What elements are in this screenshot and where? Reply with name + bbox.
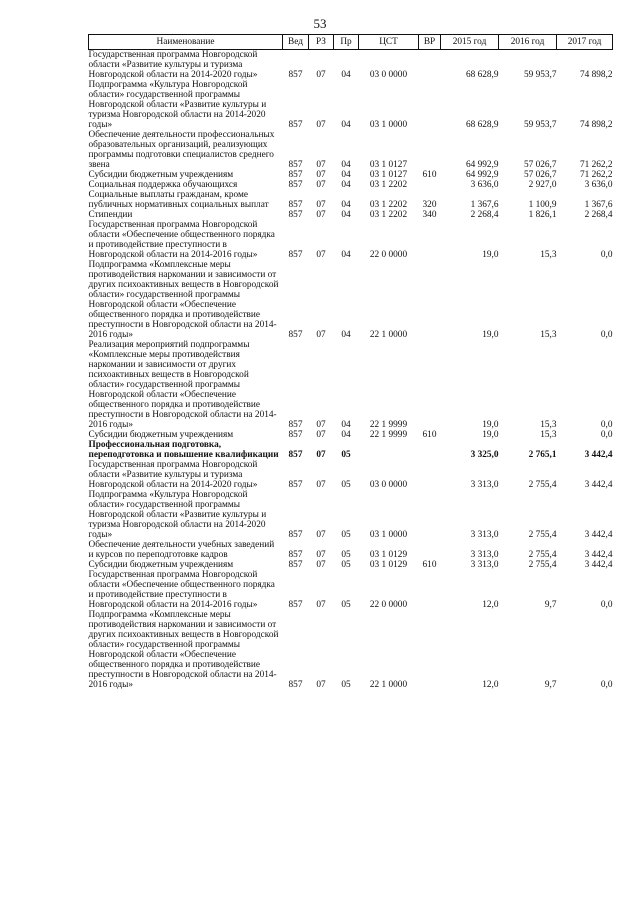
row-pr: 05 [341, 600, 351, 610]
row-pr: 04 [341, 430, 351, 440]
row-value-2016: 2 927,0 [528, 180, 557, 190]
row-pr: 04 [341, 120, 351, 130]
row-cst: 03 1 2202 [369, 210, 408, 220]
row-cst: 22 1 9999 [369, 420, 408, 430]
row-cst: 03 1 0000 [369, 530, 408, 540]
row-cst: 03 1 0129 [369, 550, 408, 560]
header-ved: Вед [283, 35, 309, 50]
table-row [89, 540, 613, 560]
row-value-2017: 2 268,4 [584, 210, 613, 220]
row-name: Подпрограмма «Комплексные меры противодействия наркомании и зависимости от других психоактивных веществ в Новгородской области» государственной программы Новгородской области «Обеспечение общественного порядка и противодействие преступности в Новгородской области на 2014-2016 годы» [88, 610, 279, 690]
row-ved: 857 [288, 250, 303, 260]
table-row [89, 260, 613, 340]
row-ved: 857 [288, 680, 303, 690]
row-value-2016: 59 953,7 [523, 120, 557, 130]
row-rz: 07 [316, 180, 326, 190]
row-cst: 22 1 9999 [369, 430, 408, 440]
header-cst: ЦСТ [359, 35, 419, 50]
row-pr: 05 [341, 450, 351, 460]
header-vr: ВР [419, 35, 441, 50]
row-cst: 22 0 0000 [369, 600, 408, 610]
row-value-2015: 64 992,9 [465, 170, 499, 180]
row-vr [419, 490, 441, 540]
row-value-2015: 12,0 [482, 600, 499, 610]
table-row [89, 490, 613, 540]
row-ved: 857 [288, 450, 303, 460]
row-value-2016: 2 765,1 [528, 450, 557, 460]
row-name: Стипендии [88, 210, 133, 220]
row-value-2015: 3 313,0 [470, 530, 499, 540]
row-value-2017: 0,0 [600, 420, 613, 430]
row-pr: 04 [341, 250, 351, 260]
row-name: Обеспечение деятельности профессиональных образовательных организаций, реализующих программы подготовки специалистов среднего звена [88, 130, 275, 170]
row-value-2016: 2 755,4 [528, 560, 557, 570]
row-value-2015: 68 628,9 [465, 120, 499, 130]
row-ved: 857 [288, 160, 303, 170]
row-value-2015: 12,0 [482, 680, 499, 690]
row-value-2016: 2 755,4 [528, 480, 557, 490]
row-value-2015: 3 313,0 [470, 480, 499, 490]
table-header [89, 35, 613, 50]
row-value-2016: 1 100,9 [528, 200, 557, 210]
row-rz: 07 [316, 430, 326, 440]
header-pr: Пр [334, 35, 359, 50]
row-value-2017: 3 442,4 [584, 480, 613, 490]
row-rz: 07 [316, 200, 326, 210]
row-value-2015: 2 268,4 [470, 210, 499, 220]
row-cst: 03 1 2202 [369, 200, 408, 210]
row-name: Государственная программа Новгородской области «Развитие культуры и туризма Новгородской области на 2014-2020 годы» [88, 50, 258, 80]
row-cst: 03 1 0000 [369, 120, 408, 130]
row-value-2017: 3 442,4 [584, 530, 613, 540]
row-vr: 610 [422, 560, 437, 570]
budget-table [88, 34, 613, 690]
row-pr: 04 [341, 210, 351, 220]
row-value-2015: 64 992,9 [465, 160, 499, 170]
row-value-2015: 19,0 [482, 430, 499, 440]
row-pr: 05 [341, 480, 351, 490]
row-vr [419, 340, 441, 430]
row-rz: 07 [316, 210, 326, 220]
row-value-2016: 1 826,1 [528, 210, 557, 220]
row-value-2015: 19,0 [482, 420, 499, 430]
row-vr: 610 [422, 430, 437, 440]
row-cst [359, 440, 419, 460]
row-vr [419, 570, 441, 610]
row-rz: 07 [316, 680, 326, 690]
row-value-2017: 0,0 [600, 250, 613, 260]
table-body [89, 50, 613, 691]
row-pr: 04 [341, 420, 351, 430]
row-ved: 857 [288, 180, 303, 190]
row-vr [419, 130, 441, 170]
row-value-2015: 19,0 [482, 250, 499, 260]
row-pr: 04 [341, 200, 351, 210]
row-value-2016: 59 953,7 [523, 70, 557, 80]
table-row [89, 130, 613, 170]
row-cst: 03 1 0127 [369, 170, 408, 180]
row-ved: 857 [288, 430, 303, 440]
row-vr [419, 540, 441, 560]
row-vr: 610 [422, 170, 437, 180]
row-name: Подпрограмма «Культура Новгородской области» государственной программы Новгородской области «Развитие культуры и туризма Новгородской области на 2014-2020 годы» [88, 80, 267, 130]
row-value-2015: 3 636,0 [470, 180, 499, 190]
row-name: Государственная программа Новгородской области «Обеспечение общественного порядка и противодействие преступности в Новгородской области на 2014-2016 годы» [88, 570, 275, 610]
row-value-2016: 15,3 [540, 330, 557, 340]
row-value-2017: 71 262,2 [579, 170, 613, 180]
row-value-2017: 3 442,4 [584, 560, 613, 570]
table-row [89, 440, 613, 460]
row-ved: 857 [288, 170, 303, 180]
row-value-2017: 0,0 [600, 430, 613, 440]
table-row [89, 80, 613, 130]
row-value-2017: 3 442,4 [584, 550, 613, 560]
row-name: Реализация мероприятий подпрограммы «Комплексные меры противодействия наркомании и зависимости от других психоактивных веществ в Новгородской области» государственной программы Новгородской области «Обеспечение общественного порядка и противодействие преступности в Новгородской области на 2014-2016 годы» [88, 340, 277, 430]
row-ved: 857 [288, 600, 303, 610]
table-row [89, 560, 613, 570]
row-ved: 857 [288, 70, 303, 80]
row-name: Субсидии бюджетным учреждениям [88, 170, 234, 180]
row-rz: 07 [316, 530, 326, 540]
row-cst: 03 1 0129 [369, 560, 408, 570]
row-pr: 05 [341, 560, 351, 570]
row-value-2017: 3 442,4 [584, 450, 613, 460]
row-name: Подпрограмма «Культура Новгородской области» государственной программы Новгородской области «Развитие культуры и туризма Новгородской области на 2014-2020 годы» [88, 490, 267, 540]
row-cst: 22 1 0000 [369, 680, 408, 690]
row-value-2015: 3 313,0 [470, 550, 499, 560]
row-name: Социальная поддержка обучающихся [88, 180, 238, 190]
row-cst: 03 1 2202 [369, 180, 408, 190]
header-name: Наименование [89, 35, 283, 50]
row-value-2017: 0,0 [600, 680, 613, 690]
row-rz: 07 [316, 170, 326, 180]
row-ved: 857 [288, 330, 303, 340]
row-ved: 857 [288, 530, 303, 540]
table-row [89, 180, 613, 190]
row-rz: 07 [316, 330, 326, 340]
row-ved: 857 [288, 120, 303, 130]
row-value-2017: 1 367,6 [584, 200, 613, 210]
row-rz: 07 [316, 550, 326, 560]
row-name: Субсидии бюджетным учреждениям [88, 560, 234, 570]
page-number: 53 [313, 16, 327, 31]
row-value-2017: 0,0 [600, 600, 613, 610]
row-vr [419, 50, 441, 81]
table-row [89, 50, 613, 81]
row-cst: 03 0 0000 [369, 480, 408, 490]
row-ved: 857 [288, 210, 303, 220]
row-rz: 07 [316, 160, 326, 170]
table-row [89, 340, 613, 430]
row-name: Субсидии бюджетным учреждениям [88, 430, 234, 440]
row-pr: 05 [341, 550, 351, 560]
row-rz: 07 [316, 560, 326, 570]
row-cst: 03 0 0000 [369, 70, 408, 80]
row-name: Социальные выплаты гражданам, кроме публичных нормативных социальных выплат [88, 190, 269, 210]
row-ved: 857 [288, 420, 303, 430]
table-row [89, 460, 613, 490]
row-value-2016: 15,3 [540, 430, 557, 440]
header-2015: 2015 год [441, 35, 499, 50]
row-rz: 07 [316, 480, 326, 490]
row-pr: 04 [341, 170, 351, 180]
row-vr [419, 260, 441, 340]
row-value-2015: 3 313,0 [470, 560, 499, 570]
row-value-2016: 9,7 [544, 600, 557, 610]
row-pr: 05 [341, 530, 351, 540]
table-row [89, 430, 613, 440]
row-name: Обеспечение деятельности учебных заведений и курсов по переподготовке кадров [88, 540, 275, 560]
row-value-2015: 68 628,9 [465, 70, 499, 80]
row-value-2015: 19,0 [482, 330, 499, 340]
row-vr [419, 610, 441, 690]
row-value-2017: 74 898,2 [579, 120, 613, 130]
row-cst: 22 0 0000 [369, 250, 408, 260]
row-ved: 857 [288, 550, 303, 560]
row-rz: 07 [316, 250, 326, 260]
row-pr: 04 [341, 330, 351, 340]
row-value-2015: 3 325,0 [470, 450, 499, 460]
row-rz: 07 [316, 120, 326, 130]
row-name: Подпрограмма «Комплексные меры противодействия наркомании и зависимости от других психоактивных веществ в Новгородской области» государственной программы Новгородской области «Обеспечение общественного порядка и противодействие преступности в Новгородской области на 2014-2016 годы» [88, 260, 279, 340]
row-vr: 340 [422, 210, 437, 220]
row-vr: 320 [422, 200, 437, 210]
table-row [89, 190, 613, 210]
header-rz: РЗ [309, 35, 334, 50]
header-2017: 2017 год [557, 35, 613, 50]
row-value-2016: 15,3 [540, 250, 557, 260]
table-row [89, 570, 613, 610]
row-vr [419, 180, 441, 190]
row-name: Государственная программа Новгородской области «Обеспечение общественного порядка и противодействие преступности в Новгородской области на 2014-2016 годы» [88, 220, 275, 260]
row-vr [419, 440, 441, 460]
row-pr: 04 [341, 160, 351, 170]
row-pr: 04 [341, 70, 351, 80]
row-value-2016: 57 026,7 [523, 160, 557, 170]
table-row [89, 610, 613, 690]
row-value-2015: 1 367,6 [470, 200, 499, 210]
row-ved: 857 [288, 480, 303, 490]
row-value-2016: 2 755,4 [528, 530, 557, 540]
row-cst: 22 1 0000 [369, 330, 408, 340]
row-value-2017: 3 636,0 [584, 180, 613, 190]
table-row [89, 220, 613, 260]
row-value-2016: 15,3 [540, 420, 557, 430]
row-name: Профессиональная подготовка, переподготовка и повышение квалификации [88, 440, 279, 460]
row-cst: 03 1 0127 [369, 160, 408, 170]
row-vr [419, 220, 441, 260]
row-value-2017: 71 262,2 [579, 160, 613, 170]
row-value-2016: 9,7 [544, 680, 557, 690]
row-vr [419, 460, 441, 490]
row-value-2016: 2 755,4 [528, 550, 557, 560]
row-rz: 07 [316, 600, 326, 610]
table-row [89, 210, 613, 220]
row-value-2017: 74 898,2 [579, 70, 613, 80]
row-rz: 07 [316, 70, 326, 80]
row-pr: 04 [341, 180, 351, 190]
row-pr: 05 [341, 680, 351, 690]
row-rz: 07 [316, 450, 326, 460]
row-ved: 857 [288, 200, 303, 210]
row-value-2017: 0,0 [600, 330, 613, 340]
row-value-2016: 57 026,7 [523, 170, 557, 180]
row-ved: 857 [288, 560, 303, 570]
header-2016: 2016 год [499, 35, 557, 50]
row-vr [419, 80, 441, 130]
row-name: Государственная программа Новгородской области «Развитие культуры и туризма Новгородской области на 2014-2020 годы» [88, 460, 258, 490]
row-rz: 07 [316, 420, 326, 430]
table-row [89, 170, 613, 180]
